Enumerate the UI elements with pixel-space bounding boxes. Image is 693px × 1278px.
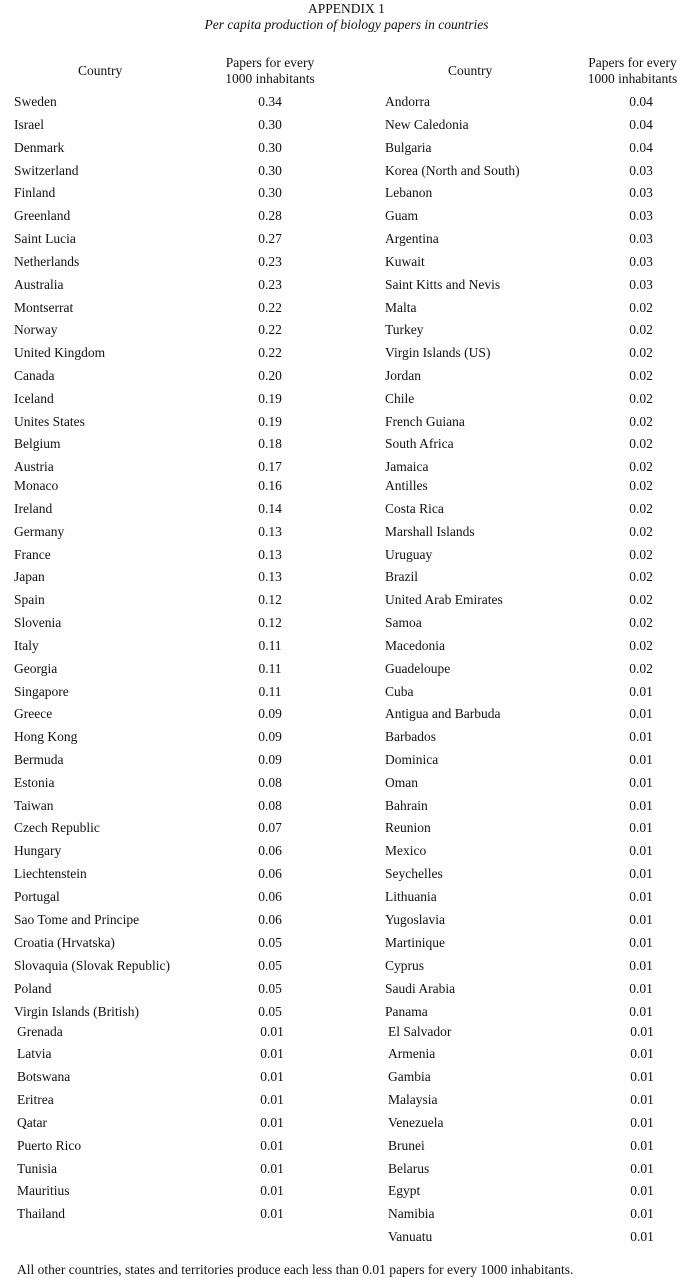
country-name: Kuwait <box>385 254 425 269</box>
papers-value: 0.01 <box>630 1206 654 1221</box>
papers-value: 0.06 <box>258 889 282 904</box>
papers-value: 0.01 <box>260 1138 284 1153</box>
country-name: Cuba <box>385 684 414 699</box>
right-table-row <box>0 344 693 362</box>
country-name: Liechtenstein <box>14 866 87 881</box>
country-name: Unites States <box>14 414 85 429</box>
papers-value: 0.01 <box>629 935 653 950</box>
right-table-row <box>0 367 693 385</box>
country-name: Norway <box>14 322 58 337</box>
right-table-row <box>0 1182 693 1200</box>
right-table-row <box>0 842 693 860</box>
papers-value: 0.04 <box>629 94 653 109</box>
right-table-row <box>0 184 693 202</box>
papers-value: 0.06 <box>258 866 282 881</box>
right-table-row <box>0 435 693 453</box>
country-name: Panama <box>385 1004 428 1019</box>
right-table-row <box>0 477 693 495</box>
right-table-row <box>0 1114 693 1132</box>
right-table-row <box>0 1160 693 1178</box>
country-name: Thailand <box>17 1206 65 1221</box>
right-table-row <box>0 546 693 564</box>
country-name: Lithuania <box>385 889 437 904</box>
country-name: Grenada <box>17 1024 63 1039</box>
papers-value: 0.01 <box>260 1206 284 1221</box>
country-name: Slovenia <box>14 615 62 630</box>
right-table-row <box>0 911 693 929</box>
left-country-header: Country <box>78 63 123 78</box>
right-table-row <box>0 934 693 952</box>
country-name: Denmark <box>14 140 65 155</box>
country-name: Namibia <box>388 1206 435 1221</box>
country-name: Hungary <box>14 843 62 858</box>
papers-value: 0.03 <box>629 254 653 269</box>
country-name: Poland <box>14 981 52 996</box>
papers-value: 0.30 <box>258 163 282 178</box>
country-name: Bulgaria <box>385 140 432 155</box>
appendix-title: APPENDIX 1 <box>308 1 385 16</box>
papers-value: 0.02 <box>629 414 653 429</box>
papers-value: 0.02 <box>629 459 653 474</box>
country-name: Argentina <box>385 231 439 246</box>
right-table-row <box>0 162 693 180</box>
country-name: Antilles <box>385 478 428 493</box>
country-name: Croatia (Hrvatska) <box>14 935 115 950</box>
country-name: Georgia <box>14 661 58 676</box>
papers-value: 0.02 <box>629 368 653 383</box>
papers-value: 0.03 <box>629 208 653 223</box>
right-table-row <box>0 568 693 586</box>
country-name: Portugal <box>14 889 60 904</box>
papers-value: 0.01 <box>629 843 653 858</box>
papers-value: 0.28 <box>258 208 282 223</box>
country-name: Sweden <box>14 94 57 109</box>
papers-value: 0.17 <box>258 459 282 474</box>
left-papers-header-line2: 1000 inhabitants <box>225 70 315 86</box>
right-table-row <box>0 230 693 248</box>
papers-value: 0.09 <box>258 729 282 744</box>
country-name: Hong Kong <box>14 729 78 744</box>
papers-value: 0.01 <box>630 1229 654 1244</box>
right-table-row <box>0 957 693 975</box>
right-table-row <box>0 980 693 998</box>
papers-value: 0.03 <box>629 231 653 246</box>
papers-value: 0.01 <box>629 706 653 721</box>
papers-value: 0.01 <box>260 1069 284 1084</box>
papers-value: 0.07 <box>258 820 282 835</box>
country-name: Dominica <box>385 752 439 767</box>
country-name: Guam <box>385 208 418 223</box>
papers-value: 0.01 <box>260 1092 284 1107</box>
papers-value: 0.01 <box>260 1161 284 1176</box>
country-name: Virgin Islands (US) <box>385 345 491 360</box>
right-table-row <box>0 888 693 906</box>
papers-value: 0.14 <box>258 501 282 516</box>
country-name: Austria <box>14 459 54 474</box>
papers-value: 0.11 <box>258 684 282 699</box>
papers-value: 0.19 <box>258 414 282 429</box>
country-name: Antigua and Barbuda <box>385 706 501 721</box>
papers-value: 0.05 <box>258 1004 282 1019</box>
right-table-row <box>0 1137 693 1155</box>
country-name: Belarus <box>388 1161 430 1176</box>
right-table-row <box>0 390 693 408</box>
country-name: Korea (North and South) <box>385 163 520 178</box>
papers-value: 0.20 <box>258 368 282 383</box>
papers-value: 0.02 <box>629 592 653 607</box>
papers-value: 0.01 <box>629 752 653 767</box>
right-table-row <box>0 1091 693 1109</box>
papers-value: 0.22 <box>258 300 282 315</box>
country-name: Switzerland <box>14 163 79 178</box>
country-name: Bermuda <box>14 752 64 767</box>
country-name: Costa Rica <box>385 501 444 516</box>
country-name: Mauritius <box>17 1183 70 1198</box>
country-name: Singapore <box>14 684 69 699</box>
country-name: New Caledonia <box>385 117 469 132</box>
papers-value: 0.01 <box>629 889 653 904</box>
papers-value: 0.01 <box>629 729 653 744</box>
papers-value: 0.01 <box>630 1115 654 1130</box>
papers-value: 0.01 <box>629 820 653 835</box>
papers-value: 0.18 <box>258 436 282 451</box>
papers-value: 0.01 <box>629 981 653 996</box>
country-name: Qatar <box>17 1115 47 1130</box>
footnote: All other countries, states and territories produce each less than 0.01 papers for every 1000 inhabitants. <box>17 1262 574 1277</box>
right-table-row <box>0 1023 693 1041</box>
country-name: United Kingdom <box>14 345 106 360</box>
right-table-row <box>0 523 693 541</box>
right-papers-header <box>572 55 693 86</box>
country-name: Saint Kitts and Nevis <box>385 277 501 292</box>
papers-value: 0.23 <box>258 254 282 269</box>
papers-value: 0.03 <box>629 163 653 178</box>
right-table-row <box>0 93 693 111</box>
right-table-row <box>0 253 693 271</box>
papers-value: 0.02 <box>629 501 653 516</box>
country-name: Greece <box>14 706 53 721</box>
papers-value: 0.08 <box>258 775 282 790</box>
papers-value: 0.22 <box>258 322 282 337</box>
country-name: Yugoslavia <box>385 912 445 927</box>
country-name: France <box>14 547 51 562</box>
papers-value: 0.02 <box>629 345 653 360</box>
country-name: El Salvador <box>388 1024 452 1039</box>
papers-value: 0.01 <box>260 1115 284 1130</box>
papers-value: 0.06 <box>258 912 282 927</box>
country-name: Macedonia <box>385 638 445 653</box>
papers-value: 0.09 <box>258 706 282 721</box>
papers-value: 0.02 <box>629 478 653 493</box>
country-name: Saudi Arabia <box>385 981 456 996</box>
papers-value: 0.01 <box>260 1024 284 1039</box>
country-name: Chile <box>385 391 415 406</box>
country-name: Andorra <box>385 94 430 109</box>
papers-value: 0.01 <box>630 1161 654 1176</box>
country-name: Belgium <box>14 436 61 451</box>
papers-value: 0.13 <box>258 524 282 539</box>
papers-value: 0.01 <box>260 1046 284 1061</box>
country-name: Monaco <box>14 478 59 493</box>
papers-value: 0.11 <box>258 638 282 653</box>
country-name: Lebanon <box>385 185 433 200</box>
papers-value: 0.06 <box>258 843 282 858</box>
country-name: Marshall Islands <box>385 524 475 539</box>
papers-value: 0.03 <box>629 185 653 200</box>
country-name: Martinique <box>385 935 445 950</box>
right-table-row <box>0 1068 693 1086</box>
papers-value: 0.30 <box>258 140 282 155</box>
papers-value: 0.04 <box>629 117 653 132</box>
country-name: Israel <box>14 117 44 132</box>
papers-value: 0.01 <box>630 1138 654 1153</box>
right-table-row <box>0 637 693 655</box>
papers-value: 0.02 <box>629 322 653 337</box>
papers-value: 0.11 <box>258 661 282 676</box>
right-table-row <box>0 774 693 792</box>
country-name: Czech Republic <box>14 820 100 835</box>
papers-value: 0.01 <box>630 1183 654 1198</box>
papers-value: 0.08 <box>258 798 282 813</box>
country-name: Iceland <box>14 391 54 406</box>
right-papers-header-line2: 1000 inhabitants <box>587 70 678 86</box>
right-table-row <box>0 458 693 476</box>
country-name: Latvia <box>17 1046 52 1061</box>
papers-value: 0.30 <box>258 117 282 132</box>
country-name: Finland <box>14 185 56 200</box>
papers-value: 0.05 <box>258 981 282 996</box>
papers-value: 0.30 <box>258 185 282 200</box>
left-papers-header <box>200 55 340 86</box>
country-name: Canada <box>14 368 55 383</box>
right-table-row <box>0 139 693 157</box>
country-name: Uruguay <box>385 547 433 562</box>
papers-value: 0.02 <box>629 638 653 653</box>
country-name: South Africa <box>385 436 454 451</box>
right-table-row <box>0 683 693 701</box>
country-name: Turkey <box>385 322 424 337</box>
papers-value: 0.12 <box>258 592 282 607</box>
country-name: Virgin Islands (British) <box>14 1004 139 1019</box>
papers-value: 0.09 <box>258 752 282 767</box>
papers-value: 0.02 <box>629 569 653 584</box>
country-name: Vanuatu <box>388 1229 433 1244</box>
papers-value: 0.02 <box>629 391 653 406</box>
country-name: Brunei <box>388 1138 425 1153</box>
left-papers-header-line1: Papers for every <box>225 55 315 70</box>
country-name: Oman <box>385 775 418 790</box>
right-table-row <box>0 819 693 837</box>
papers-value: 0.27 <box>258 231 282 246</box>
country-name: Japan <box>14 569 45 584</box>
papers-value: 0.02 <box>629 524 653 539</box>
country-name: United Arab Emirates <box>385 592 503 607</box>
country-name: Reunion <box>385 820 431 835</box>
right-table-row <box>0 728 693 746</box>
country-name: Germany <box>14 524 65 539</box>
country-name: Saint Lucia <box>14 231 76 246</box>
papers-value: 0.12 <box>258 615 282 630</box>
right-table-row <box>0 797 693 815</box>
right-table-row <box>0 591 693 609</box>
right-table-row <box>0 1205 693 1223</box>
papers-value: 0.01 <box>629 684 653 699</box>
papers-value: 0.01 <box>629 866 653 881</box>
papers-value: 0.02 <box>629 436 653 451</box>
right-table-row <box>0 1228 693 1246</box>
right-table-row <box>0 116 693 134</box>
country-name: French Guiana <box>385 414 465 429</box>
papers-value: 0.05 <box>258 935 282 950</box>
papers-value: 0.04 <box>629 140 653 155</box>
country-name: Jamaica <box>385 459 429 474</box>
papers-value: 0.23 <box>258 277 282 292</box>
papers-value: 0.16 <box>258 478 282 493</box>
country-name: Ireland <box>14 501 53 516</box>
country-name: Guadeloupe <box>385 661 451 676</box>
country-name: Spain <box>14 592 45 607</box>
country-name: Sao Tome and Principe <box>14 912 140 927</box>
country-name: Eritrea <box>17 1092 54 1107</box>
right-table-row <box>0 207 693 225</box>
right-table-row <box>0 1003 693 1021</box>
right-table-row <box>0 276 693 294</box>
right-table-row <box>0 614 693 632</box>
papers-value: 0.13 <box>258 569 282 584</box>
right-table-row <box>0 299 693 317</box>
papers-value: 0.01 <box>629 958 653 973</box>
papers-value: 0.01 <box>260 1183 284 1198</box>
country-name: Greenland <box>14 208 71 223</box>
papers-value: 0.34 <box>258 94 282 109</box>
country-name: Malta <box>385 300 417 315</box>
country-name: Barbados <box>385 729 436 744</box>
country-name: Armenia <box>388 1046 436 1061</box>
appendix-subtitle: Per capita production of biology papers in countries <box>204 17 489 32</box>
papers-value: 0.22 <box>258 345 282 360</box>
papers-value: 0.02 <box>629 547 653 562</box>
papers-value: 0.01 <box>630 1046 654 1061</box>
country-name: Jordan <box>385 368 421 383</box>
right-papers-header-line1: Papers for every <box>588 55 677 70</box>
country-name: Egypt <box>388 1183 421 1198</box>
country-name: Gambia <box>388 1069 431 1084</box>
country-name: Taiwan <box>14 798 54 813</box>
country-name: Puerto Rico <box>17 1138 82 1153</box>
country-name: Estonia <box>14 775 55 790</box>
country-name: Montserrat <box>14 300 74 315</box>
right-table-row <box>0 705 693 723</box>
country-name: Tunisia <box>17 1161 58 1176</box>
country-name: Cyprus <box>385 958 425 973</box>
papers-value: 0.19 <box>258 391 282 406</box>
country-name: Slovaquia (Slovak Republic) <box>14 958 170 973</box>
papers-value: 0.03 <box>629 277 653 292</box>
papers-value: 0.01 <box>630 1069 654 1084</box>
right-table-row <box>0 865 693 883</box>
country-name: Malaysia <box>388 1092 438 1107</box>
country-name: Italy <box>14 638 39 653</box>
right-table-row <box>0 751 693 769</box>
country-name: Australia <box>14 277 64 292</box>
papers-value: 0.01 <box>629 1004 653 1019</box>
papers-value: 0.05 <box>258 958 282 973</box>
papers-value: 0.01 <box>629 775 653 790</box>
country-name: Botswana <box>17 1069 71 1084</box>
papers-value: 0.13 <box>258 547 282 562</box>
papers-value: 0.02 <box>629 300 653 315</box>
right-table-row <box>0 413 693 431</box>
country-name: Bahrain <box>385 798 428 813</box>
right-country-header: Country <box>448 63 493 78</box>
right-table-row <box>0 321 693 339</box>
papers-value: 0.01 <box>629 798 653 813</box>
country-name: Samoa <box>385 615 422 630</box>
papers-value: 0.02 <box>629 615 653 630</box>
papers-value: 0.02 <box>629 661 653 676</box>
country-name: Netherlands <box>14 254 80 269</box>
papers-value: 0.01 <box>630 1024 654 1039</box>
country-name: Mexico <box>385 843 427 858</box>
country-name: Seychelles <box>385 866 443 881</box>
country-name: Venezuela <box>388 1115 444 1130</box>
papers-value: 0.01 <box>630 1092 654 1107</box>
country-name: Brazil <box>385 569 418 584</box>
right-table-row <box>0 500 693 518</box>
right-table-row <box>0 1045 693 1063</box>
papers-value: 0.01 <box>629 912 653 927</box>
right-table-row <box>0 660 693 678</box>
